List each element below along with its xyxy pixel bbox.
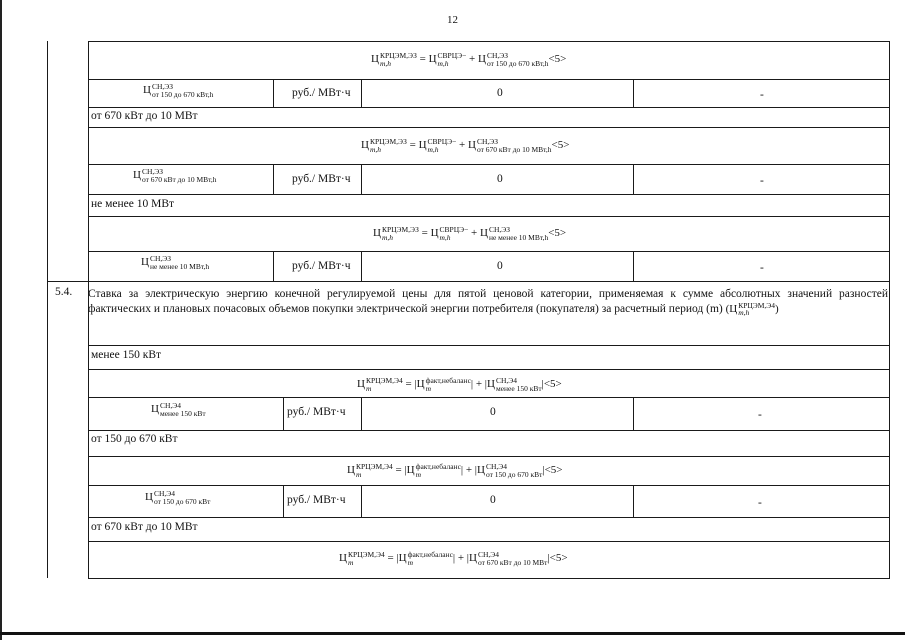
symbol-e3-670-10: Ц СН,ЭЗ от 670 кВт до 10 МВт,h [133, 167, 217, 184]
table-line [633, 251, 634, 281]
table-line [88, 430, 889, 431]
value-cell: 0 [497, 173, 503, 185]
table-line [361, 485, 362, 517]
table-line [88, 369, 889, 370]
table-line [88, 485, 889, 486]
scan-edge-left [0, 0, 2, 640]
table-line [633, 79, 634, 107]
table-line [633, 485, 634, 517]
table-line [283, 485, 284, 517]
table-line [273, 79, 274, 107]
table-line [633, 164, 634, 194]
value-cell: 0 [490, 406, 496, 418]
symbol-e4-under-150: Ц СН,Э4 менее 150 кВт [151, 401, 206, 418]
symbol-e3-10plus: Ц СН,ЭЗ не менее 10 МВт,h [141, 254, 210, 271]
table-line [88, 194, 889, 195]
formula-e3-10plus: Ц КРЦЭМ,ЭЗ m,h = Ц СВРЦЭ− m,h + Ц СН,ЭЗ не менее 10 МВт,h <5> [373, 225, 567, 242]
table-line [47, 41, 48, 578]
symbol-e3-150-670: Ц СН,ЭЗ от 150 до 670 кВт,h [143, 82, 214, 99]
table-line [88, 456, 889, 457]
scan-edge-bottom [0, 632, 905, 635]
table-line [88, 397, 889, 398]
section-label: от 150 до 670 кВт [91, 433, 178, 445]
table-line [361, 251, 362, 281]
value-cell: 0 [490, 494, 496, 506]
unit-cell: руб./ МВт·ч [292, 173, 351, 185]
item-symbol: (Ц КРЦЭМ,Э4 m,h ) [725, 300, 779, 317]
dash-cell: - [760, 89, 764, 101]
table-line [88, 517, 889, 518]
unit-cell: руб./ МВт·ч [287, 406, 346, 418]
table-line [633, 397, 634, 430]
table-line [88, 578, 889, 579]
section-label: менее 150 кВт [91, 349, 162, 361]
table-line [273, 164, 274, 194]
table-line [283, 397, 284, 430]
item-description: Ставка за электрическую энергию конечной регулируемой цены для пятой ценовой категории, применяемая к сумме абсолютных значений разностей фактических и плановых почасовых объемов покупки электрической энергии потребителя (покупателя) за расчетный период (m) (Ц КРЦЭМ,Э4 m,h ) [88, 288, 888, 317]
table-line [361, 79, 362, 107]
value-cell: 0 [497, 260, 503, 272]
table-line [88, 541, 889, 542]
page-number: 12 [447, 14, 458, 26]
formula-e3-670-10: Ц КРЦЭМ,ЭЗ m,h = Ц СВРЦЭ− m,h + Ц СН,ЭЗ от 670 кВт до 10 МВт,h <5> [361, 137, 570, 154]
table-line [88, 251, 889, 252]
dash-cell: - [760, 262, 764, 274]
unit-cell: руб./ МВт·ч [287, 494, 346, 506]
table-line [361, 397, 362, 430]
dash-cell: - [758, 409, 762, 421]
table-line [88, 345, 889, 346]
table-line [361, 164, 362, 194]
item-number: 5.4. [55, 286, 73, 298]
table-line [88, 164, 889, 165]
section-label: от 670 кВт до 10 МВт [91, 521, 198, 533]
table-line [88, 107, 889, 108]
table-line [889, 41, 890, 579]
section-label: от 670 кВт до 10 МВт [91, 110, 198, 122]
formula-e4-under-150: Ц КРЦЭМ,Э4 m = |Ц факт,небаланс m | + |Ц СН,Э4 менее 150 кВт |<5> [357, 376, 562, 393]
dash-cell: - [760, 175, 764, 187]
table-line [88, 41, 889, 42]
formula-e3-150-670: Ц КРЦЭМ,ЭЗ m,h = Ц СВРЦЭ− m,h + Ц СН,ЭЗ от 150 до 670 кВт,h <5> [371, 51, 567, 68]
table-line [88, 216, 889, 217]
value-cell: 0 [497, 87, 503, 99]
table-line [88, 127, 889, 128]
symbol-e4-150-670: Ц СН,Э4 от 150 до 670 кВт [145, 489, 211, 506]
table-line [47, 281, 889, 282]
formula-e4-670-10: Ц КРЦЭМ,Э4 m = |Ц факт,небаланс m | + |Ц СН,Э4 от 670 кВт до 10 МВт |<5> [339, 550, 568, 567]
table-line [88, 79, 889, 80]
unit-cell: руб./ МВт·ч [292, 260, 351, 272]
section-label: не менее 10 МВт [91, 198, 175, 210]
dash-cell: - [758, 497, 762, 509]
tariff-table [47, 41, 889, 578]
table-line [273, 251, 274, 281]
unit-cell: руб./ МВт·ч [292, 87, 351, 99]
formula-e4-150-670: Ц КРЦЭМ,Э4 m = |Ц факт,небаланс m | + |Ц СН,Э4 от 150 до 670 кВт |<5> [347, 462, 563, 479]
